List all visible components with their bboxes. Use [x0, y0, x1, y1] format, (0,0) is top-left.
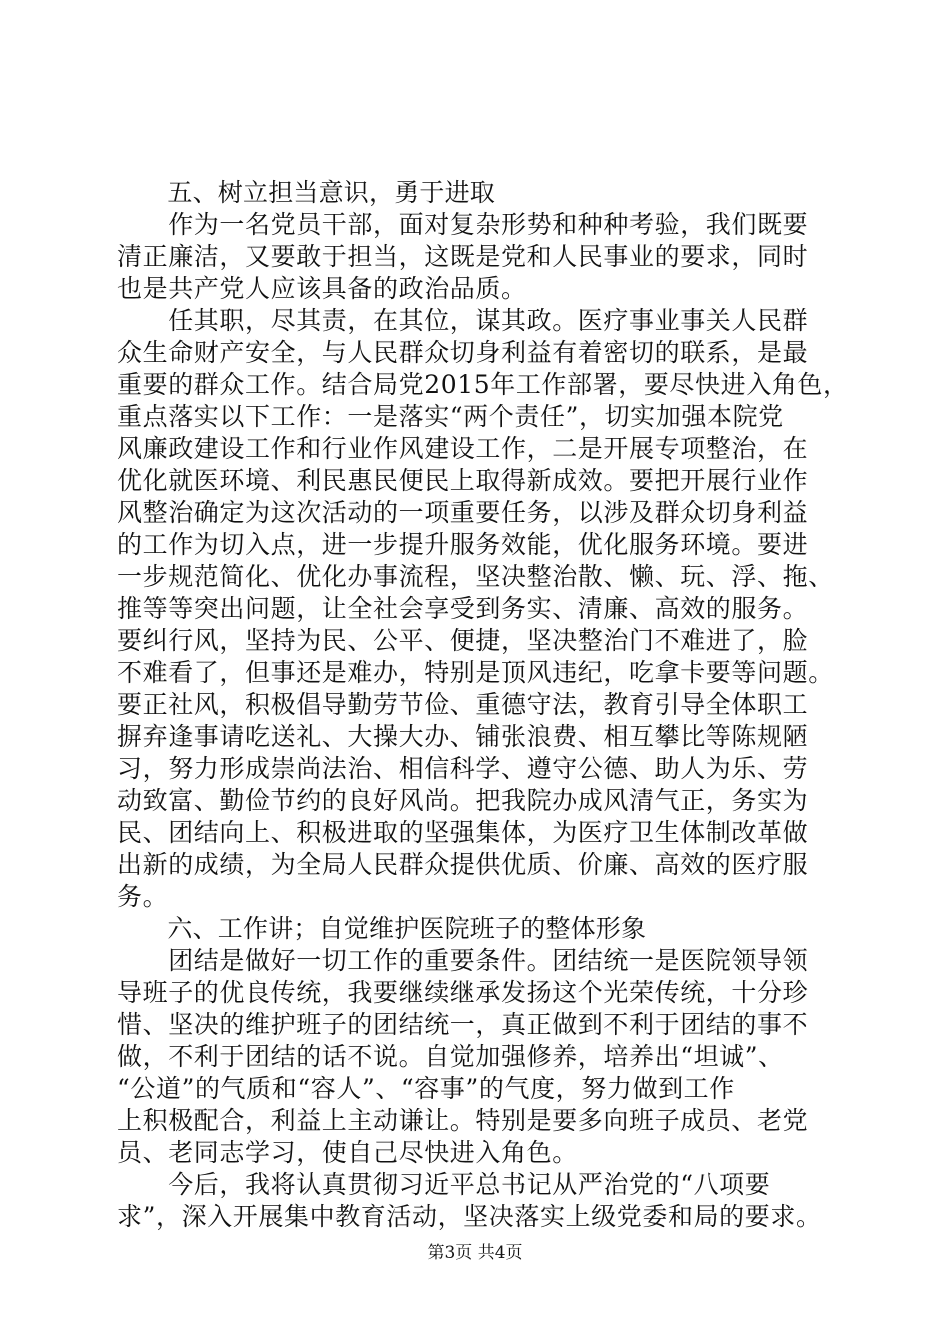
paragraph-line: 出新的成绩，为全局人民群众提供优质、价廉、高效的医疗服: [117, 850, 809, 879]
paragraph-line: 摒弃逢事请吃送礼、大操大办、铺张浪费、相互攀比等陈规陋: [117, 722, 809, 751]
paragraph-line: 要纠行风，坚持为民、公平、便捷，坚决整治门不难进了，脸: [117, 626, 809, 655]
paragraph-line: 团结是做好一切工作的重要条件。团结统一是医院领导领: [117, 946, 809, 975]
paragraph-line: 优化就医环境、利民惠民便民上取得新成效。要把开展行业作: [117, 466, 809, 495]
page-number-footer: 第3页 共4页: [427, 1243, 523, 1263]
paragraph-line: “公道”的气质和“容人”、“容事”的气度，努力做到工作: [117, 1074, 735, 1103]
paragraph-line: 做，不利于团结的话不说。自觉加强修养，培养出“坦诚”、: [117, 1042, 784, 1071]
paragraph-line: 要正社风，积极倡导勤劳节俭、重德守法，教育引导全体职工: [117, 690, 809, 719]
paragraph-line: 众生命财产安全，与人民群众切身利益有着密切的联系，是最: [117, 338, 809, 367]
paragraph-line: 求”，深入开展集中教育活动，坚决落实上级党委和局的要求。: [117, 1202, 822, 1231]
paragraph-line: 清正廉洁，又要敢于担当，这既是党和人民事业的要求，同时: [117, 242, 809, 271]
paragraph-line: 任其职，尽其责，在其位，谋其政。医疗事业事关人民群: [117, 306, 809, 335]
paragraph-line: 惜、坚决的维护班子的团结统一，真正做到不利于团结的事不: [117, 1010, 809, 1039]
paragraph-line: 的工作为切入点，进一步提升服务效能，优化服务环境。要进: [117, 530, 809, 559]
paragraph-line: 风整治确定为这次活动的一项重要任务，以涉及群众切身利益: [117, 498, 809, 527]
paragraph-line: 员、老同志学习，使自己尽快进入角色。: [117, 1138, 578, 1167]
paragraph-line: 动致富、勤俭节约的良好风尚。把我院办成风清气正，务实为: [117, 786, 809, 815]
paragraph-line: 习，努力形成崇尚法治、相信科学、遵守公德、助人为乐、劳: [117, 754, 809, 783]
paragraph-line: 今后，我将认真贯彻习近平总书记从严治党的“八项要: [117, 1170, 771, 1199]
paragraph-line: 重点落实以下工作：一是落实“两个责任”，切实加强本院党: [117, 402, 784, 431]
section-heading: 六、工作讲；自觉维护医院班子的整体形象: [117, 914, 647, 943]
paragraph-line: 推等等突出问题，让全社会享受到务实、清廉、高效的服务。: [117, 594, 809, 623]
paragraph-line: 民、团结向上、积极进取的坚强集体，为医疗卫生体制改革做: [117, 818, 809, 847]
paragraph-line: 也是共产党人应该具备的政治品质。: [117, 274, 527, 303]
paragraph-line: 不难看了，但事还是难办，特别是顶风违纪，吃拿卡要等问题。: [117, 658, 834, 687]
paragraph-line: 风廉政建设工作和行业作风建设工作，二是开展专项整治，在: [117, 434, 809, 463]
paragraph-line: 导班子的优良传统，我要继续继承发扬这个光荣传统，十分珍: [117, 978, 809, 1007]
paragraph-line: 重要的群众工作。结合局党2015年工作部署，要尽快进入角色，: [117, 370, 849, 399]
section-heading: 五、树立担当意识，勇于进取: [117, 178, 496, 207]
paragraph-line: 务。: [117, 882, 169, 911]
paragraph-line: 上积极配合，利益上主动谦让。特别是要多向班子成员、老党: [117, 1106, 809, 1135]
paragraph-line: 一步规范简化、优化办事流程，坚决整治散、懒、玩、浮、拖、: [117, 562, 834, 591]
paragraph-line: 作为一名党员干部，面对复杂形势和种种考验，我们既要: [117, 210, 809, 239]
